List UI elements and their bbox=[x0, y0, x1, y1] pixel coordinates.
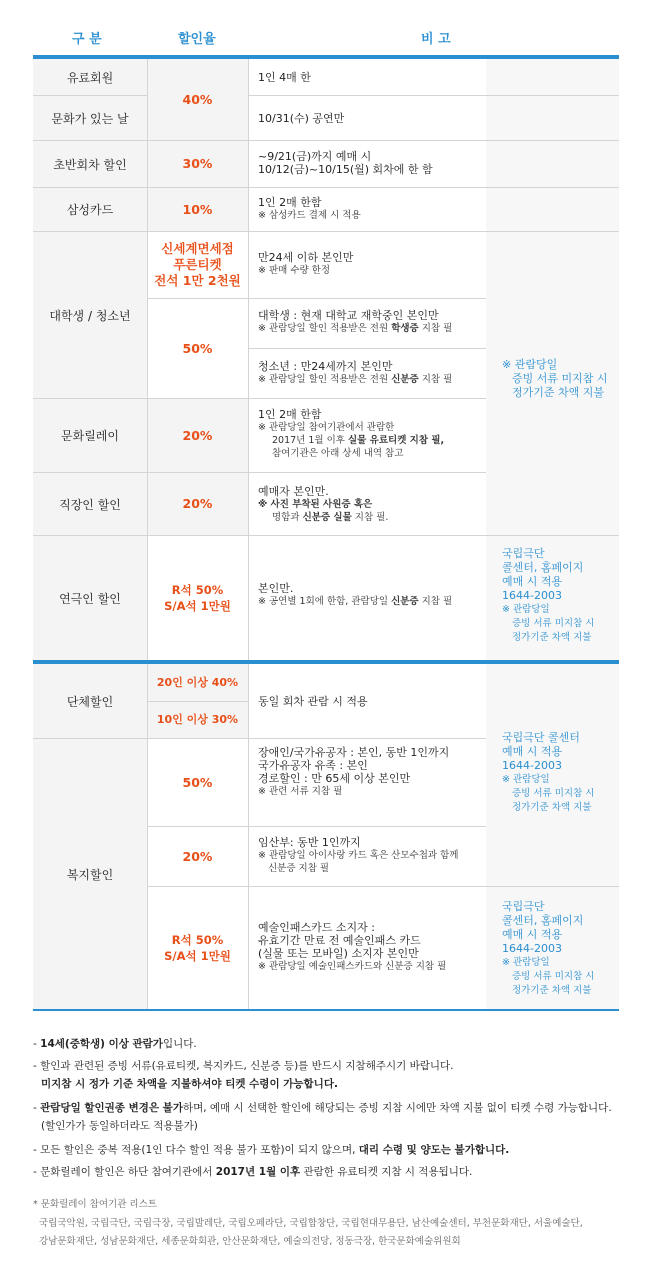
remark-line: 콜센터, 홈페이지 bbox=[502, 561, 584, 574]
category-member: 유료회원 bbox=[66, 70, 114, 85]
footnote-line bbox=[33, 1077, 454, 1091]
remark-line: 증빙 서류 미지참 시 bbox=[512, 971, 595, 982]
table-bottom-border bbox=[33, 1009, 619, 1011]
rate-samsung: 10% bbox=[182, 201, 213, 217]
rate-student-50: 50% bbox=[182, 340, 213, 356]
note-text: 지참 필 bbox=[418, 323, 453, 334]
remark-line: 국립극단 콜센터 bbox=[502, 731, 580, 744]
rate-line: 푸른티켓 bbox=[173, 257, 222, 272]
note-line: 신분증 지참 필 bbox=[268, 863, 330, 874]
note-samsung bbox=[258, 196, 361, 222]
note-line: 청소년 : 만24세까지 본인만 bbox=[258, 360, 393, 373]
relay-list-line: 국립국악원, 국립극단, 국립극장, 국립발레단, 국립오페라단, 국립합창단, 국립현대무용단, 남산예술센터, 부천문화재단, 서울예술단, bbox=[39, 1218, 583, 1229]
remark-group-welfare bbox=[502, 731, 594, 815]
note-line: 1인 2매 한함 bbox=[258, 408, 322, 421]
note-emphasis: 학생증 bbox=[391, 323, 419, 334]
note-member: 1인 4매 한 bbox=[258, 71, 311, 84]
note-line: 국가유공자 유족 : 본인 bbox=[258, 759, 368, 772]
remark-line: 예매 시 적용 bbox=[502, 928, 563, 941]
note-line: 임산부: 동반 1인까지 bbox=[258, 836, 361, 849]
remark-line: 정가기준 차액 지불 bbox=[512, 985, 592, 996]
note-text: ※ 관람당일 할인 적용받은 전원 bbox=[258, 323, 392, 334]
category-samsung: 삼성카드 bbox=[66, 203, 114, 217]
remark-line: 국립극단 bbox=[502, 547, 545, 560]
note-theater bbox=[258, 582, 452, 608]
footnote-emphasis: 14세(중학생) 이상 관람가 bbox=[40, 1038, 163, 1050]
rate-line: R석 50% bbox=[171, 583, 224, 597]
rate-worker: 20% bbox=[182, 496, 213, 511]
note-teen bbox=[258, 360, 452, 386]
rate-welfare-20: 20% bbox=[182, 848, 213, 864]
footnote-text: - 문화릴레이 할인은 하단 참여기관에서 bbox=[33, 1166, 216, 1178]
note-university bbox=[258, 309, 452, 335]
footnote-text: - 모든 할인은 중복 적용(1인 다수 할인 적용 불가 포함)이 되지 않으며, bbox=[33, 1144, 359, 1156]
remark-line: ※ 관람당일 bbox=[502, 957, 550, 968]
note-text: ※ 공연별 1회에 한함, 관람당일 bbox=[258, 596, 392, 607]
note-line: ※ 삼성카드 결제 시 적용 bbox=[258, 210, 361, 221]
relay-list-line: 강남문화재단, 성남문화재단, 세종문화회관, 안산문화재단, 예술의전당, 정동극장, 한국문화예술위원회 bbox=[39, 1236, 461, 1247]
rate-theater bbox=[147, 536, 248, 660]
rate-group-10: 10인 이상 30% bbox=[156, 713, 239, 726]
note-line: 참여기관은 아래 상세 내역 참고 bbox=[272, 448, 404, 459]
rate-line: R석 50% bbox=[171, 933, 224, 947]
note-line: 유효기간 만료 전 예술인패스 카드 bbox=[258, 934, 421, 947]
note-line: 만24세 이하 본인만 bbox=[258, 251, 354, 264]
note-relay bbox=[258, 408, 444, 460]
remark-line: ※ 관람당일 bbox=[502, 604, 550, 615]
divider bbox=[248, 59, 249, 660]
category-relay: 문화릴레이 bbox=[61, 429, 119, 443]
note-line: (실물 또는 모바일) 소지자 본인만 bbox=[258, 947, 419, 960]
rate-line: S/A석 1만원 bbox=[164, 949, 231, 963]
rate-early: 30% bbox=[182, 156, 213, 171]
rate-group-20: 20인 이상 40% bbox=[156, 675, 239, 689]
note-line bbox=[258, 595, 452, 608]
remark-line: 정가기준 차액 지불 bbox=[512, 386, 605, 399]
note-welfare-disabled bbox=[258, 746, 449, 798]
remark-line: 1644-2003 bbox=[502, 589, 562, 602]
note-text: 지참 필 bbox=[418, 596, 453, 607]
remark-line: 예매 시 적용 bbox=[502, 575, 563, 588]
category-student: 대학생 / 청소년 bbox=[49, 308, 131, 323]
note-line: 예술인패스카드 소지자 : bbox=[258, 921, 375, 934]
divider bbox=[248, 95, 619, 96]
rate-40: 40% bbox=[182, 91, 213, 107]
note-line: ※ 관람당일 아이사랑 카드 혹은 산모수첩과 함께 bbox=[258, 850, 459, 861]
note-emphasis: 신분증 실물 bbox=[302, 512, 352, 523]
category-theater: 연극인 할인 bbox=[59, 591, 121, 606]
remark-line: 증빙 서류 미지참 시 bbox=[512, 372, 608, 385]
footnote-text: 입니다. bbox=[162, 1038, 197, 1050]
remark-line: 정가기준 차액 지불 bbox=[512, 632, 592, 643]
note-text: ※ 관람당일 할인 적용받은 전원 bbox=[258, 374, 392, 385]
note-emphasis: 신분증 bbox=[391, 374, 419, 385]
note-line: 본인만. bbox=[258, 582, 294, 595]
remark-line: 정가기준 차액 지불 bbox=[512, 802, 592, 813]
note-text: 2017년 1월 이후 bbox=[272, 435, 348, 446]
note-group: 동일 회차 관람 시 적용 bbox=[258, 695, 368, 708]
remark-line: 증빙 서류 미지참 시 bbox=[512, 788, 595, 799]
header-discount-rate: 할인율 bbox=[178, 32, 216, 47]
rate-line: 전석 1만 2천원 bbox=[154, 273, 241, 288]
footnote-age bbox=[33, 1037, 197, 1051]
note-line: 1인 2매 한함 bbox=[258, 196, 322, 209]
note-line bbox=[258, 511, 388, 524]
remark-line: 예매 시 적용 bbox=[502, 745, 563, 758]
note-line: ~9/21(금)까지 예매 시 bbox=[258, 150, 372, 163]
footnote-line: (할인가가 동일하더라도 적용불가) bbox=[41, 1120, 198, 1132]
category-group: 단체할인 bbox=[66, 694, 114, 709]
note-welfare-pregnant bbox=[258, 836, 458, 875]
category-culture-day: 문화가 있는 날 bbox=[51, 111, 129, 126]
note-line: ※ 관련 서류 지참 필 bbox=[258, 786, 343, 797]
note-line bbox=[258, 498, 388, 511]
note-worker bbox=[258, 485, 388, 524]
note-text: 명함과 bbox=[272, 512, 303, 523]
note-student-top bbox=[258, 251, 353, 277]
note-emphasis: 실물 유료티켓 지참 필, bbox=[348, 435, 445, 446]
footnote-text: 하며, 예매 시 선택한 할인에 해당되는 증빙 지참 시에만 차액 지불 없이 티켓 수령 가능합니다. bbox=[182, 1102, 612, 1114]
remark-line: 콜센터, 홈페이지 bbox=[502, 914, 584, 927]
footnote-text: 관람한 유료티켓 지참 시 적용됩니다. bbox=[300, 1166, 473, 1178]
rate-relay: 20% bbox=[182, 427, 213, 443]
footnote-documents bbox=[33, 1059, 454, 1091]
note-line: 예매자 본인만. bbox=[258, 485, 329, 498]
remark-line: 1644-2003 bbox=[502, 759, 562, 772]
footnote-emphasis: 대리 수령 및 양도는 불가합니다. bbox=[358, 1144, 510, 1156]
relay-list bbox=[33, 1198, 583, 1249]
note-line: 10/12(금)~10/15(월) 회차에 한 함 bbox=[258, 163, 433, 176]
rate-line: S/A석 1만원 bbox=[164, 599, 231, 613]
category-welfare: 복지할인 bbox=[66, 867, 114, 882]
remark-proof bbox=[502, 358, 608, 400]
rate-welfare-50: 50% bbox=[182, 774, 213, 790]
rate-welfare-artist bbox=[147, 887, 248, 1009]
footnote-line bbox=[33, 1101, 612, 1115]
note-culture-day: 10/31(수) 공연만 bbox=[258, 112, 345, 125]
category-early: 초반회차 할인 bbox=[53, 157, 127, 172]
footnote-emphasis: 2017년 1월 이후 bbox=[215, 1166, 301, 1178]
note-line: ※ 관람당일 참여기관에서 관람한 bbox=[258, 422, 395, 433]
footnote-emphasis: 관람당일 할인권종 변경은 불가 bbox=[40, 1102, 183, 1114]
footnote-change bbox=[33, 1101, 612, 1133]
remark-artist bbox=[502, 900, 594, 998]
remark-line: 증빙 서류 미지참 시 bbox=[512, 618, 595, 629]
rate-student-shinsegae bbox=[147, 232, 248, 298]
note-line: 대학생 : 현재 대학교 재학중인 본인만 bbox=[258, 309, 439, 322]
footnote-text: - bbox=[33, 1102, 41, 1114]
note-line: ※ 관람당일 예술인패스카드와 신분증 지참 필 bbox=[258, 961, 447, 972]
header-category: 구 분 bbox=[72, 32, 102, 47]
note-line bbox=[258, 373, 452, 386]
remark-theater bbox=[502, 547, 594, 645]
note-emphasis: 신분증 bbox=[391, 596, 419, 607]
divider bbox=[248, 348, 486, 349]
note-welfare-artist bbox=[258, 921, 446, 973]
note-emphasis: ※ 사진 부착된 사원증 혹은 bbox=[258, 499, 373, 510]
category-worker: 직장인 할인 bbox=[59, 497, 121, 512]
footnote-emphasis: 미지참 시 정가 기준 차액을 지불하셔야 티켓 수령이 가능합니다. bbox=[41, 1078, 338, 1090]
remark-line: ※ 관람당일 bbox=[502, 774, 550, 785]
note-text: 지참 필. bbox=[351, 512, 389, 523]
note-line: 장애인/국가유공자 : 본인, 동반 1인까지 bbox=[258, 746, 450, 759]
footnote-text: - bbox=[33, 1038, 41, 1050]
footnote-relay bbox=[33, 1165, 472, 1179]
note-line: 경로할인 : 만 65세 이상 본인만 bbox=[258, 772, 411, 785]
note-early bbox=[258, 150, 433, 176]
note-line bbox=[258, 322, 452, 335]
note-line bbox=[258, 434, 444, 447]
note-text: 지참 필 bbox=[418, 374, 453, 385]
note-line: ※ 판매 수량 한정 bbox=[258, 265, 331, 276]
footnote-duplicate bbox=[33, 1143, 509, 1157]
footnote-line: - 할인과 관련된 증빙 서류(유료티켓, 복지카드, 신분증 등)를 반드시 지참해주시기 바랍니다. bbox=[33, 1060, 454, 1072]
remark-line: 국립극단 bbox=[502, 900, 545, 913]
divider bbox=[248, 664, 249, 1010]
relay-list-title: * 문화릴레이 참여기관 리스트 bbox=[33, 1199, 157, 1210]
remark-line: 1644-2003 bbox=[502, 942, 562, 955]
rate-line: 신세계면세점 bbox=[161, 241, 234, 256]
header-remarks: 비 고 bbox=[421, 32, 451, 47]
remark-line: ※ 관람당일 bbox=[502, 358, 558, 371]
